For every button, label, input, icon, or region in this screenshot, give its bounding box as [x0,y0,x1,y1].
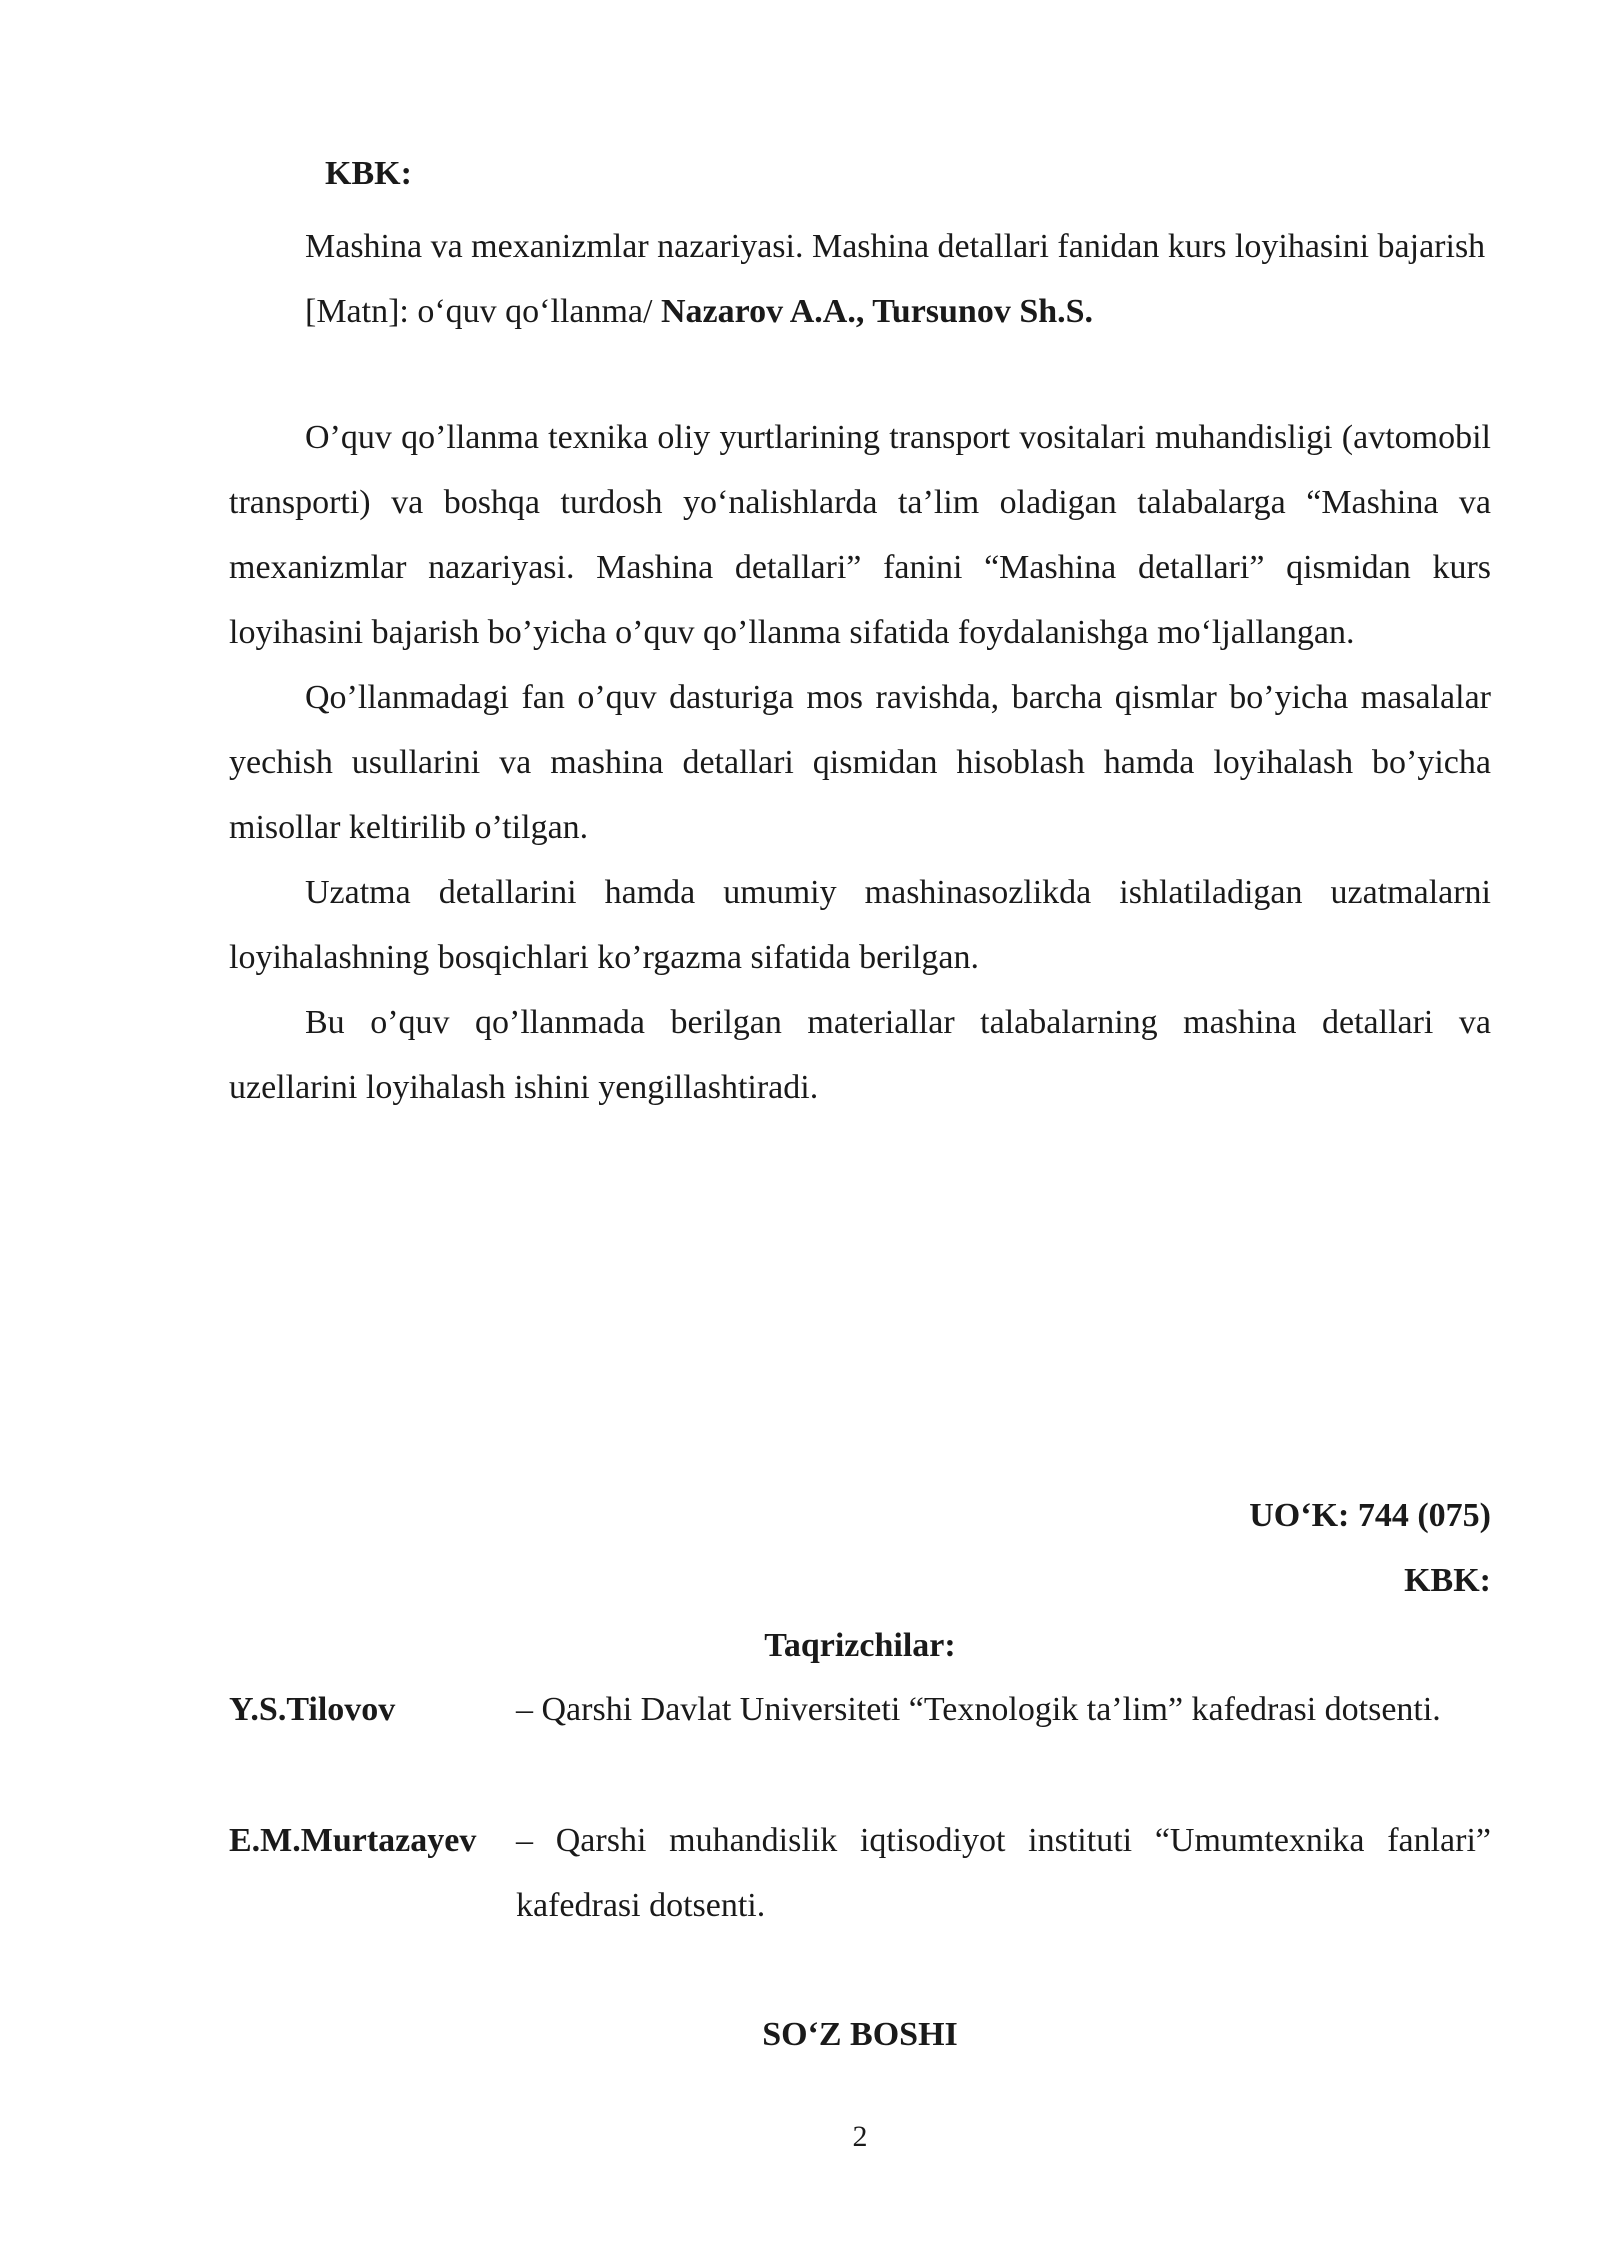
section-title: SO‘Z BOSHI [762,2016,958,2053]
abstract [229,405,1491,1120]
reviewer-description: – Qarshi muhandislik iqtisodiyot instituti “Umumtexnika fanlari” kafedrasi dotsenti. [516,1822,1491,1924]
reviewers-title: Taqrizchilar: [764,1627,956,1664]
document-page [229,0,1491,2262]
kbk-label-top: KBK: [325,155,412,192]
abstract-paragraph: Bu o’quv qo’llanmada berilgan materiallar talabalarning mashina detallari va uzellarini loyihalash ishini yengillashtiradi. [229,1004,1491,1106]
reviewer-entry [229,1808,1491,1938]
reviewer-name: E.M.Murtazayev [229,1822,477,1859]
abstract-paragraph: Uzatma detallarini hamda umumiy mashinasozlikda ishlatiladigan uzatmalarni loyihalashning bosqichlari ko’rgazma sifatida berilgan. [229,874,1491,976]
reviewer-entry [229,1677,1491,1742]
bibliographic-text: Mashina va mexanizmlar nazariyasi. Mashina detallari fanidan kurs loyihasini bajarish [Matn]: o‘quv qo‘llanma/ [305,228,1486,330]
bibliographic-authors: Nazarov A.A., Tursunov Sh.S. [660,293,1094,330]
reviewer-name: Y.S.Tilovov [229,1691,396,1728]
abstract-paragraph: O’quv qo’llanma texnika oliy yurtlarining transport vositalari muhandisligi (avtomobil transporti) va boshqa turdosh yo‘nalishlarda ta’lim oladigan talabalarga “Mashina va mexanizmlar nazariyasi. Mashina detallari” fanini “Mashina detallari” qismidan kurs loyihasini bajarish bo’yicha o’quv qo’llanma sifatida foydalanishga mo‘ljallangan. [229,419,1491,651]
abstract-paragraph: Qo’llanmadagi fan o’quv dasturiga mos ravishda, barcha qismlar bo’yicha masalalar yechish usullarini va mashina detallari qismidan hisoblash hamda loyihalash bo’yicha misollar keltirilib o’tilgan. [229,679,1491,846]
page-number: 2 [852,2120,868,2153]
reviewer-description: – Qarshi Davlat Universiteti “Texnologik ta’lim” kafedrasi dotsenti. [516,1691,1441,1728]
udk-code: UO‘K: 744 (075) [1249,1497,1491,1534]
bibliographic-record [305,214,1491,344]
kbk-label-right: KBK: [1404,1562,1491,1599]
